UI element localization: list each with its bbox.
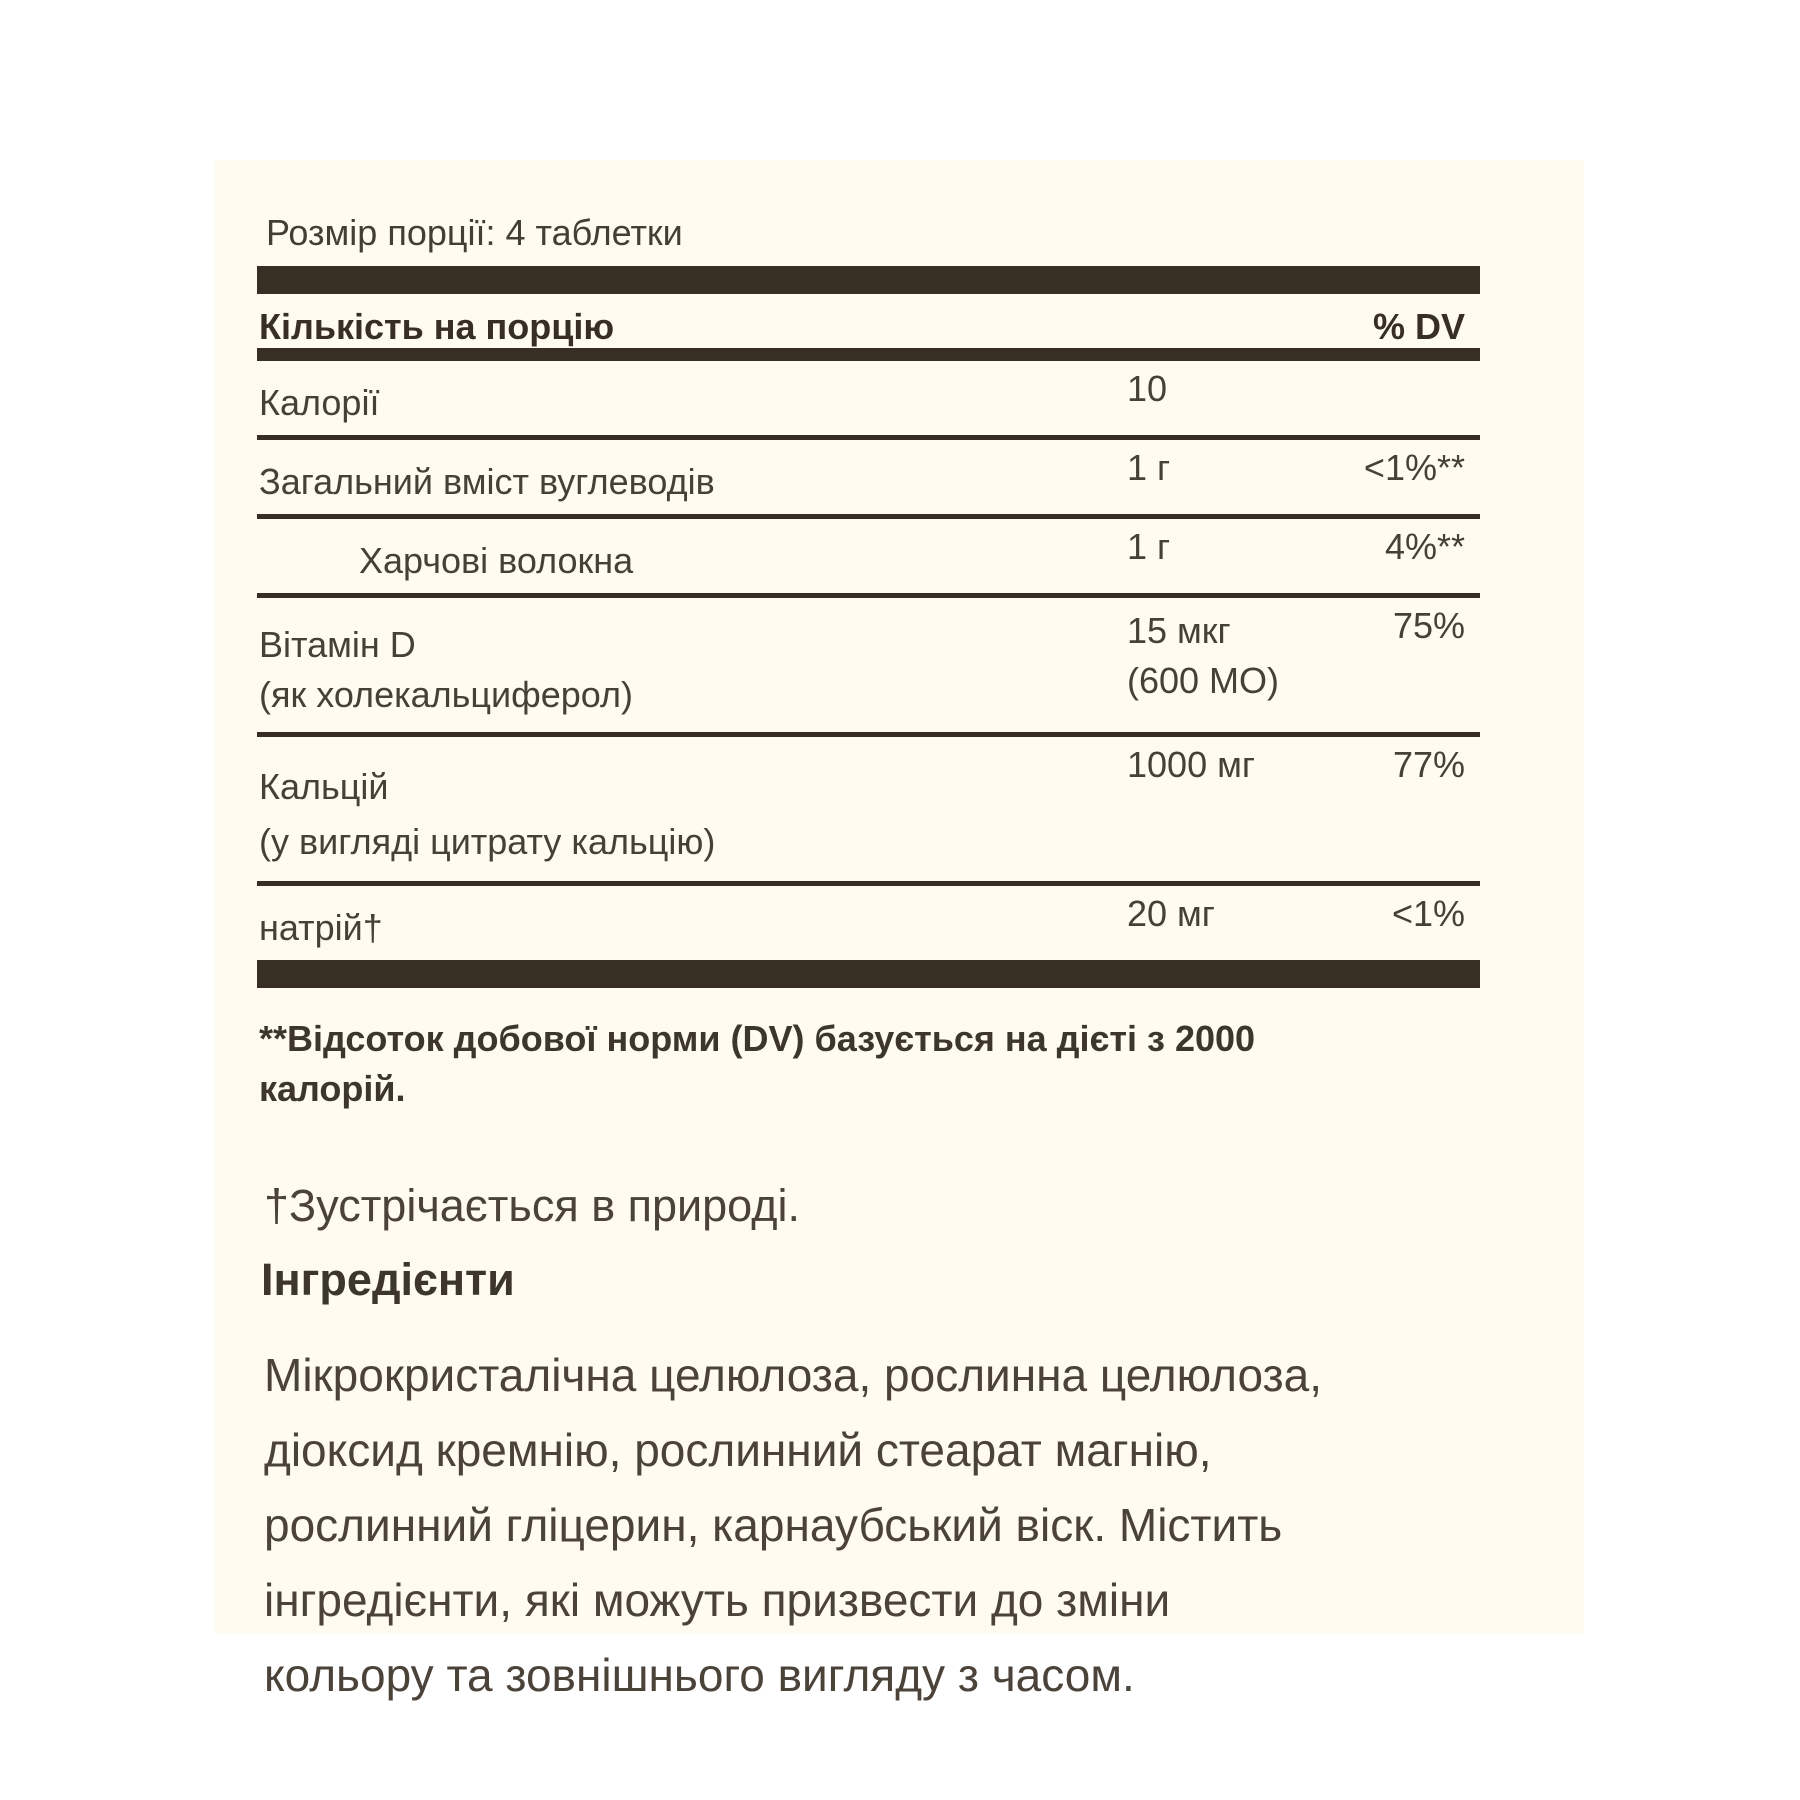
ingredients-line: інгредієнти, які можуть призвести до зміни xyxy=(264,1574,1171,1626)
naturally-occurring-note: †Зустрічається в природі. xyxy=(264,1180,800,1231)
nutrient-name: Загальний вміст вуглеводів xyxy=(259,461,715,502)
ingredients-line: кольору та зовнішнього вигляду з часом. xyxy=(264,1649,1135,1701)
nutrient-dv: 75% xyxy=(1392,605,1465,646)
table-row-fiber xyxy=(257,519,1480,593)
nutrient-name: Калорії xyxy=(259,382,380,423)
nutrient-amount: 15 мкг (600 МО) xyxy=(1127,610,1280,701)
nutrient-amount: 1000 мг xyxy=(1127,744,1255,785)
table-row-carbohydrate xyxy=(257,440,1480,514)
ingredients-line: діоксид кремнію, рослинний стеарат магнію, xyxy=(264,1424,1212,1476)
ingredients-line: рослинний гліцерин, карнаубський віск. Містить xyxy=(264,1499,1283,1551)
divider-bar-header xyxy=(257,348,1480,361)
table-row-vitamin-d xyxy=(257,598,1480,732)
table-row-calories xyxy=(257,361,1480,435)
dv-footnote xyxy=(259,1014,1480,1114)
nutrient-dv: 77% xyxy=(1392,744,1465,785)
ingredients-title: Інгредієнти xyxy=(261,1254,515,1305)
supplement-facts-panel xyxy=(215,160,1584,1701)
nutrient-dv: <1% xyxy=(1391,893,1465,934)
amount-per-serving-header: Кількість на порцію xyxy=(259,306,615,347)
table-row-sodium xyxy=(257,886,1480,960)
dv-footnote-line: калорій. xyxy=(259,1068,406,1109)
nutrient-name: натрій† xyxy=(259,907,383,948)
nutrient-amount: 1 г xyxy=(1127,526,1171,567)
divider-bar-bottom xyxy=(257,960,1480,988)
table-row-calcium xyxy=(257,737,1480,881)
nutrient-dv: 4%** xyxy=(1384,526,1465,567)
panel-content xyxy=(257,160,1480,1713)
nutrient-amount: 10 xyxy=(1127,368,1168,409)
nutrient-name: Харчові волокна xyxy=(359,540,634,581)
table-header-row xyxy=(257,294,1480,348)
nutrient-amount: 1 г xyxy=(1127,447,1171,488)
ingredients-paragraph xyxy=(264,1338,1480,1713)
divider-bar-top xyxy=(257,266,1480,294)
dv-footnote-line: **Відсоток добової норми (DV) базується на дієті з 2000 xyxy=(259,1018,1256,1059)
nutrient-amount: 20 мг xyxy=(1127,893,1215,934)
nutrient-name: Кальцій (у вигляді цитрату кальцію) xyxy=(259,766,716,862)
dv-header: % DV xyxy=(1372,306,1465,347)
nutrient-name: Вітамін D (як холекальциферол) xyxy=(259,624,634,715)
serving-size: Розмір порції: 4 таблетки xyxy=(266,212,683,253)
nutrient-dv: <1%** xyxy=(1363,447,1465,488)
ingredients-line: Мікрокристалічна целюлоза, рослинна целюлоза, xyxy=(264,1349,1322,1401)
